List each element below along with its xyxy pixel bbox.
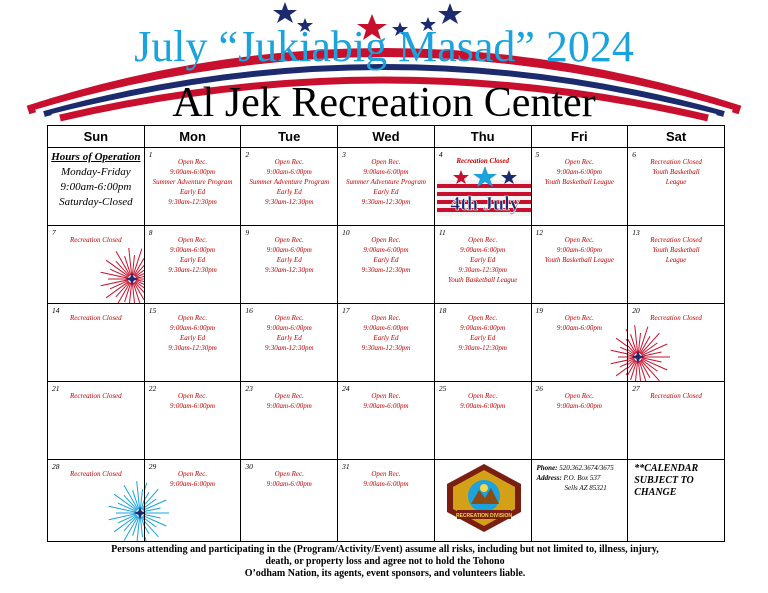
day-cell (48, 460, 145, 542)
disclaimer-line1: Persons attending and participating in the (Program/Activity/Event) assume all risks, including but not limited to, illness, injury, (111, 544, 659, 555)
day-cell (48, 304, 145, 382)
day-events (145, 460, 241, 489)
event-line: Early Ed (373, 188, 399, 196)
event-line: 9:00am-6:00pm (363, 168, 409, 176)
day-cell (338, 460, 435, 542)
day-number: 23 (245, 384, 253, 393)
event-line: Recreation Closed (70, 470, 122, 478)
event-line: 9:00am-6:00pm (170, 324, 216, 332)
day-events (241, 304, 337, 353)
day-cell (434, 304, 531, 382)
day-number: 10 (342, 228, 350, 237)
week-row (48, 304, 725, 382)
calendar-grid (47, 125, 725, 542)
day-cell (434, 382, 531, 460)
liability-disclaimer (55, 544, 715, 580)
event-line: Summer Adventure Program (249, 178, 330, 186)
day-cell (48, 382, 145, 460)
day-cell (531, 304, 628, 382)
hours-heading: Hours of Operation (51, 151, 141, 163)
hours-days: Monday-Friday (61, 166, 131, 178)
day-events (435, 304, 531, 353)
event-line: 9:00am-6:00pm (170, 402, 216, 410)
event-line: Early Ed (180, 256, 206, 264)
day-number: 15 (148, 306, 157, 315)
event-line: Recreation Closed (70, 392, 122, 400)
day-cell (628, 304, 725, 382)
weekday-tue: Tue (241, 126, 338, 148)
svg-text:RECREATION DIVISION: RECREATION DIVISION (455, 513, 512, 519)
day-cell (241, 382, 338, 460)
day-events (628, 304, 724, 323)
day-number: 18 (438, 306, 447, 315)
event-line: Youth Basketball League (544, 178, 615, 186)
event-line: 9:30am-12:30pm (458, 266, 507, 274)
event-line: 9:30am-12:30pm (361, 198, 411, 206)
day-events (532, 382, 628, 411)
day-number: 8 (148, 228, 153, 237)
day-number: 27 (632, 384, 640, 393)
day-events (241, 226, 337, 275)
day-events (338, 460, 434, 489)
day-number: 7 (52, 228, 56, 237)
day-events (145, 382, 241, 411)
event-line: Open Rec. (177, 314, 208, 322)
firework-icon (628, 322, 679, 382)
firework-ray (610, 358, 628, 364)
note-line3: CHANGE (634, 487, 677, 498)
day-number: 22 (148, 384, 157, 393)
event-line: Open Rec. (468, 314, 498, 322)
day-events (628, 382, 724, 401)
day-events (145, 304, 241, 353)
day-events (48, 460, 144, 479)
firework-icon (100, 478, 144, 542)
hours-cell (48, 148, 145, 226)
phone-number: 520.362.3674/3675 (559, 464, 614, 472)
event-line: 9:00am-6:00pm (460, 324, 506, 332)
day-cell (628, 226, 725, 304)
event-line: Open Rec. (177, 236, 208, 244)
day-cell (434, 226, 531, 304)
star-icon (438, 3, 462, 24)
event-line: 9:00am-6:00pm (556, 402, 602, 410)
day-cell (241, 148, 338, 226)
event-line: Youth Basketball (652, 168, 700, 176)
day-events (435, 382, 531, 411)
address-line1: P.O. Box 537 (563, 474, 601, 482)
day-number: 30 (245, 462, 253, 471)
day-number: 2 (245, 150, 250, 159)
week-row (48, 382, 725, 460)
event-line: Open Rec. (274, 470, 304, 478)
event-line: Open Rec. (177, 158, 208, 166)
recreation-division-logo (435, 460, 531, 536)
event-line: Youth Basketball (652, 246, 700, 254)
day-events (48, 382, 144, 401)
day-number: 29 (148, 462, 157, 471)
event-line: Open Rec. (274, 158, 304, 166)
event-line: Recreation Closed (650, 392, 702, 400)
day-events (532, 148, 628, 187)
day-number: 24 (342, 384, 350, 393)
day-events (145, 148, 241, 207)
event-line: 9:00am-6:00pm (363, 324, 409, 332)
day-cell (241, 460, 338, 542)
note-cell (628, 460, 725, 542)
firework-ray (133, 249, 142, 276)
event-line: Early Ed (276, 334, 302, 342)
day-events (532, 304, 628, 333)
day-number: 28 (52, 462, 60, 471)
week-row (48, 226, 725, 304)
event-line: 9:30am-12:30pm (264, 198, 314, 206)
event-line: Open Rec. (371, 314, 401, 322)
day-number: 25 (438, 384, 447, 393)
day-number: 19 (535, 306, 544, 315)
event-line: 9:00am-6:00pm (266, 480, 312, 488)
event-line: 9:00am-6:00pm (266, 324, 312, 332)
weekday-sun: Sun (48, 126, 145, 148)
day-events (241, 148, 337, 207)
event-line: Early Ed (180, 188, 206, 196)
day-events (48, 226, 144, 245)
event-line: Early Ed (373, 256, 399, 264)
contact-cell (531, 460, 628, 542)
event-line: Open Rec. (371, 236, 401, 244)
day-events (241, 382, 337, 411)
star-icon (273, 2, 297, 23)
day-number: 5 (535, 150, 540, 159)
event-line: Open Rec. (468, 392, 498, 400)
event-line: Early Ed (470, 256, 496, 264)
day-events (532, 226, 628, 265)
event-line: Recreation Closed (650, 236, 702, 244)
event-line: 9:00am-6:00pm (363, 402, 409, 410)
event-line: 9:00am-6:00pm (363, 246, 409, 254)
disclaimer-line2: death, or property loss and agree not to hold the Tohono (265, 556, 505, 567)
day-cell (338, 304, 435, 382)
address-line2: Sells AZ 85321 (564, 484, 607, 492)
day-cell (338, 148, 435, 226)
weekday-fri: Fri (531, 126, 628, 148)
event-line: 9:00am-6:00pm (170, 168, 216, 176)
event-line: Open Rec. (564, 392, 594, 400)
event-line: Recreation Closed (456, 157, 510, 165)
event-line: Early Ed (373, 334, 399, 342)
event-line: Open Rec. (564, 314, 594, 322)
day-events (338, 226, 434, 275)
event-line: Early Ed (180, 334, 206, 342)
week-row (48, 148, 725, 226)
day-events (145, 226, 241, 275)
day-events (338, 382, 434, 411)
event-line: 9:00am-6:00pm (266, 168, 312, 176)
hours-saturday: Saturday-Closed (59, 196, 133, 208)
address-label: Address: (536, 474, 562, 482)
event-line: Open Rec. (177, 470, 208, 478)
event-line: Youth Basketball League (447, 276, 518, 284)
weekday-mon: Mon (144, 126, 241, 148)
event-line: 9:30am-12:30pm (168, 344, 217, 352)
event-line: 9:30am-12:30pm (168, 266, 217, 274)
event-line: Early Ed (276, 188, 302, 196)
day-cell (531, 226, 628, 304)
day-number: 14 (52, 306, 60, 315)
day-events (338, 148, 434, 207)
event-line: 9:00am-6:00pm (460, 246, 506, 254)
event-line: Recreation Closed (650, 314, 702, 322)
event-line: 9:00am-6:00pm (266, 246, 312, 254)
firework-icon (96, 248, 144, 304)
day-number: 4 (438, 150, 443, 159)
weekday-wed: Wed (338, 126, 435, 148)
day-events (628, 148, 724, 187)
firework-ray (610, 350, 628, 356)
day-number: 12 (535, 228, 544, 237)
hours-time: 9:00am-6:00pm (60, 181, 132, 193)
event-line: Open Rec. (274, 314, 304, 322)
calendar-title: July “Jukiabig Masad” 2024 (134, 22, 634, 71)
day-number: 26 (535, 384, 544, 393)
day-cell (531, 382, 628, 460)
day-events (435, 148, 531, 166)
event-line: Open Rec. (274, 392, 304, 400)
event-line: 9:30am-12:30pm (361, 266, 411, 274)
day-events (435, 226, 531, 285)
day-number: 13 (632, 228, 640, 237)
event-line: Open Rec. (564, 236, 594, 244)
day-cell (144, 148, 241, 226)
event-line: 9:00am-6:00pm (170, 480, 216, 488)
day-events (338, 304, 434, 353)
event-line: 9:30am-12:30pm (168, 198, 217, 206)
day-cell (531, 148, 628, 226)
day-events (48, 304, 144, 323)
event-line: 9:00am-6:00pm (170, 246, 216, 254)
event-line: Open Rec. (177, 392, 208, 400)
event-line: 9:30am-12:30pm (264, 344, 314, 352)
event-line: Open Rec. (468, 236, 498, 244)
note-line1: **CALENDAR (634, 463, 699, 474)
week-row (48, 460, 725, 542)
fourth-of-july-text: 4th July (450, 193, 520, 215)
event-line: 9:30am-12:30pm (458, 344, 507, 352)
day-events (241, 460, 337, 489)
event-line: Open Rec. (274, 236, 304, 244)
event-line: 9:00am-6:00pm (556, 324, 602, 332)
day-cell (241, 304, 338, 382)
event-line: Summer Adventure Program (152, 178, 233, 186)
event-line: Recreation Closed (70, 236, 122, 244)
day-number: 1 (148, 150, 153, 159)
day-cell (628, 382, 725, 460)
day-number: 20 (632, 306, 640, 315)
event-line: League (665, 256, 687, 264)
fourth-of-july-icon (437, 166, 531, 222)
note-line2: SUBJECT TO (634, 475, 694, 486)
phone-label: Phone: (536, 464, 558, 472)
day-number: 17 (342, 306, 350, 315)
event-line: Youth Basketball League (544, 256, 615, 264)
day-number: 21 (52, 384, 60, 393)
day-cell (628, 148, 725, 226)
day-number: 9 (245, 228, 250, 237)
weekday-thu: Thu (434, 126, 531, 148)
day-cell (338, 226, 435, 304)
day-number: 3 (342, 150, 346, 159)
event-line: 9:00am-6:00pm (363, 480, 409, 488)
logo-cell (434, 460, 531, 542)
day-cell (144, 460, 241, 542)
center-name: Al Jek Recreation Center (172, 80, 596, 126)
event-line: 9:30am-12:30pm (264, 266, 314, 274)
event-line: Open Rec. (371, 158, 401, 166)
firework-ray (639, 327, 648, 354)
day-cell (144, 226, 241, 304)
day-cell (434, 148, 531, 226)
day-number: 31 (342, 462, 350, 471)
day-cell (144, 304, 241, 382)
event-line: 9:30am-12:30pm (361, 344, 411, 352)
event-line: 9:00am-6:00pm (266, 402, 312, 410)
event-line: 9:00am-6:00pm (556, 246, 602, 254)
day-number: 11 (438, 228, 446, 237)
event-line: Early Ed (470, 334, 496, 342)
event-line: 9:00am-6:00pm (556, 168, 602, 176)
day-number: 6 (632, 150, 636, 159)
event-line: Summer Adventure Program (346, 178, 426, 186)
disclaimer-line3: O’odham Nation, its agents, event sponsors, and volunteers liable. (244, 568, 526, 579)
day-number: 16 (245, 306, 253, 315)
event-line: Recreation Closed (650, 158, 702, 166)
event-line: Open Rec. (371, 470, 401, 478)
day-events (628, 226, 724, 265)
event-line: League (665, 178, 687, 186)
day-cell (144, 382, 241, 460)
event-line: 9:00am-6:00pm (460, 402, 506, 410)
weekday-sat: Sat (628, 126, 725, 148)
day-cell (338, 382, 435, 460)
day-cell (48, 226, 145, 304)
event-line: Open Rec. (564, 158, 594, 166)
event-line: Recreation Closed (70, 314, 122, 322)
day-cell (241, 226, 338, 304)
event-line: Open Rec. (371, 392, 401, 400)
event-line: Early Ed (276, 256, 302, 264)
weekday-header-row (48, 126, 725, 148)
